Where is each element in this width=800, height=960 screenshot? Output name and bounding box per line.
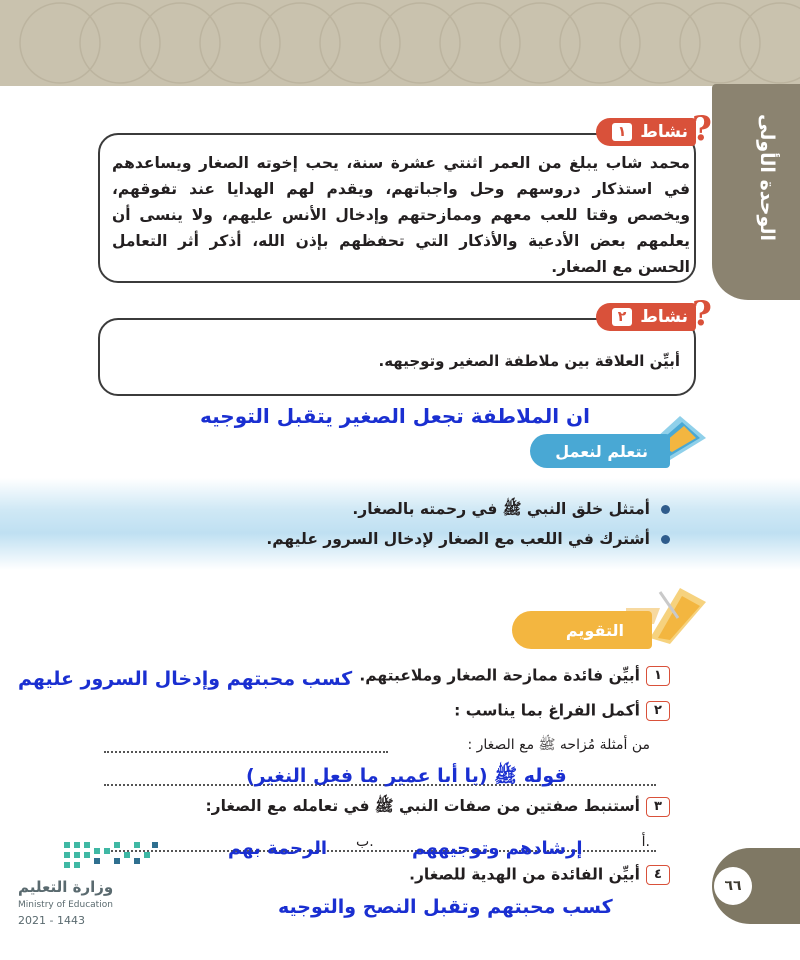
question-3 bbox=[205, 796, 670, 819]
question-text: أستنبط صفتين من صفات النبي ﷺ في تعامله مع الصغار: bbox=[205, 797, 640, 815]
question-text: أكمل الفراغ بما يناسب : bbox=[454, 701, 640, 720]
question-mark-icon: ? bbox=[692, 109, 712, 149]
question-4 bbox=[409, 865, 670, 885]
page-number: ٦٦ bbox=[714, 867, 752, 905]
question-3-option-a-label: أ. bbox=[641, 834, 650, 850]
question-3-option-b-label: ب. bbox=[356, 834, 374, 850]
activity-label-text: نشاط bbox=[640, 307, 688, 327]
ministry-name-english: Ministry of Education bbox=[18, 900, 113, 910]
activity-1-label bbox=[596, 118, 696, 146]
evaluation-section-title: التقويم bbox=[512, 611, 652, 649]
learn-section-title: نتعلم لنعمل bbox=[530, 434, 670, 468]
activity-label-text: نشاط bbox=[640, 122, 688, 142]
activity-1-text: محمد شاب يبلغ من العمر اثنتي عشرة سنة، يحب إخوته الصغار ويساعدهم في استذكار دروسهم وحل واجباتهم، ويقدم لهم الهدايا عند تفوقهم، ويخصص وقتا للعب معهم وممازحتهم وإدخال الأنس عليهم، ولا ينسى أن يعلمهم بعض الأدعية والأذكار التي تحفظهم بإذن الله، أذكر أثر التعامل الحسن مع الصغار. bbox=[112, 154, 690, 276]
question-2 bbox=[454, 701, 670, 721]
activity-2-answer: ان الملاطفة تجعل الصغير يتقبل التوجيه bbox=[200, 404, 590, 428]
question-2-answer: قوله ﷺ (يا أبا عمير ما فعل النغير) bbox=[246, 765, 567, 787]
ministry-year: 2021 - 1443 bbox=[18, 914, 85, 927]
question-3-answer-a: إرشادهم وتوجيههم bbox=[412, 838, 583, 859]
activity-number: ٢ bbox=[612, 308, 633, 326]
ministry-logo-icon bbox=[62, 838, 162, 872]
learn-list bbox=[200, 494, 670, 554]
question-number: ٤ bbox=[646, 865, 670, 885]
question-text: أبيِّن الفائدة من الهدية للصغار. bbox=[409, 865, 640, 884]
list-item: أشترك في اللعب مع الصغار لإدخال السرور عليهم. bbox=[200, 524, 670, 554]
activity-number: ١ bbox=[612, 123, 633, 141]
ministry-name-arabic: وزارة التعليم bbox=[18, 878, 114, 896]
question-2-subtext: من أمثلة مُزاحه ﷺ مع الصغار : bbox=[467, 737, 650, 753]
unit-title: الوحدة الأولى bbox=[756, 114, 778, 242]
question-number: ٢ bbox=[646, 701, 670, 721]
question-mark-icon: ? bbox=[692, 294, 712, 334]
question-4-answer: كسب محبتهم وتقبل النصح والتوجيه bbox=[278, 896, 613, 918]
geometric-pattern bbox=[0, 0, 800, 86]
question-1-answer: كسب محبتهم وإدخال السرور عليهم bbox=[18, 668, 353, 690]
activity-2-label bbox=[596, 303, 696, 331]
activity-2-prompt: أبيِّن العلاقة بين ملاطفة الصغير وتوجيهه. bbox=[378, 352, 680, 370]
question-number: ٣ bbox=[646, 797, 670, 817]
question-1 bbox=[359, 666, 670, 686]
question-number: ١ bbox=[646, 666, 670, 686]
question-3-answer-b: الرحمة بهم bbox=[228, 838, 328, 859]
list-item: أمتثل خلق النبي ﷺ في رحمته بالصغار. bbox=[200, 494, 670, 524]
fill-blank-line bbox=[104, 751, 388, 753]
top-decorative-band bbox=[0, 0, 800, 86]
question-text: أبيِّن فائدة ممازحة الصغار وملاعبتهم. bbox=[359, 666, 640, 685]
